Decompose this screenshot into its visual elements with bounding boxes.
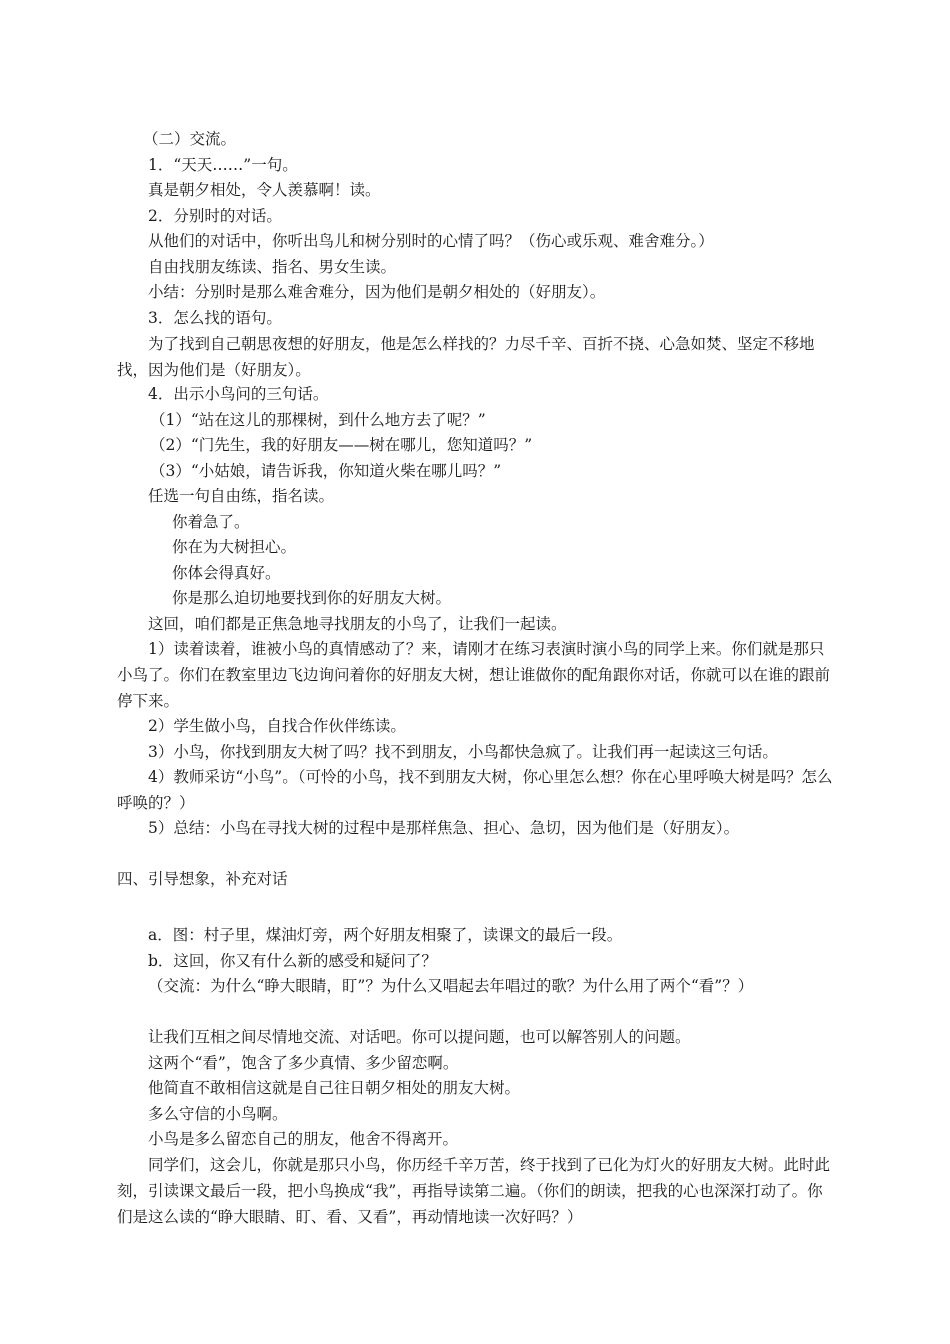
- paragraph: （交流：为什么“睁大眼睛，盯”？为什么又唱起去年唱过的歌？为什么用了两个“看”？）: [148, 977, 754, 995]
- text-line: 你是那么迫切地要找到你的好朋友大树。: [172, 589, 452, 607]
- text-line: 你在为大树担心。: [172, 538, 297, 556]
- text-line: 小结：分别时是那么难舍难分，因为他们是朝夕相处的（好朋友）。: [148, 283, 606, 301]
- section-heading: 四、引导想象，补充对话: [117, 870, 288, 888]
- text-line: 你体会得真好。: [172, 564, 281, 582]
- text-line: 任选一句自由练，指名读。: [148, 487, 335, 505]
- text-line: 5）总结：小鸟在寻找大树的过程中是那样焦急、担心、急切，因为他们是（好朋友）。: [148, 819, 740, 837]
- text-line: 自由找朋友练读、指名、男女生读。: [148, 258, 397, 276]
- text-line: 让我们互相之间尽情地交流、对话吧。你可以提问题，也可以解答别人的问题。: [148, 1028, 691, 1046]
- list-item: 2．分别时的对话。: [148, 207, 282, 225]
- list-item: 3．怎么找的语句。: [148, 309, 282, 327]
- paragraph: 为了找到自己朝思夜想的好朋友，他是怎么样找的？力尽千辛、百折不挠、心急如焚、坚定不移地找，因为他们是（好朋友）。: [117, 335, 815, 379]
- text-line: 这回，咱们都是正焦急地寻找朋友的小鸟了，让我们一起读。: [148, 615, 567, 633]
- text-line: 多么守信的小鸟啊。: [148, 1105, 288, 1123]
- paragraph: 4）教师采访“小鸟”。（可怜的小鸟，找不到朋友大树，你心里怎么想？你在心里呼唤大树是吗？怎么呼唤的？）: [117, 768, 833, 812]
- list-item: 1．“天天……”一句。: [148, 156, 298, 174]
- text-line: 3）小鸟，你找到朋友大树了吗？找不到朋友，小鸟都快急疯了。让我们再一起读这三句话。: [148, 743, 778, 761]
- text-line: 2）学生做小鸟，自找合作伙伴练读。: [148, 717, 406, 735]
- section-subheading: （二）交流。: [143, 130, 237, 148]
- text-line: 这两个“看”，饱含了多少真情、多少留恋啊。: [148, 1054, 459, 1072]
- text-line: 你着急了。: [172, 513, 250, 531]
- list-item: 4．出示小鸟问的三句话。: [148, 385, 329, 403]
- quote-line: （1）“站在这儿的那棵树，到什么地方去了呢？”: [150, 411, 486, 429]
- quote-line: （2）“门先生，我的好朋友——树在哪儿，您知道吗？”: [150, 436, 533, 454]
- text-line: 真是朝夕相处，令人羡慕啊！读。: [148, 181, 381, 199]
- paragraph: 1）读着读着，谁被小鸟的真情感动了？来，请刚才在练习表演时演小鸟的同学上来。你们就是那只小鸟了。你们在教室里边飞边询问着你的好朋友大树，想让谁做你的配角跟你对话，你就可以在谁的跟前停下来。: [117, 640, 831, 710]
- text-line: b．这回，你又有什么新的感受和疑问了？: [148, 952, 437, 970]
- text-line: 他简直不敢相信这就是自己往日朝夕相处的朋友大树。: [148, 1079, 521, 1097]
- text-line: 小鸟是多么留恋自己的朋友，他舍不得离开。: [148, 1130, 459, 1148]
- paragraph: 同学们，这会儿，你就是那只小鸟，你历经千辛万苦，终于找到了已化为灯火的好朋友大树。此时此刻，引读课文最后一段，把小鸟换成“我”，再指导读第二遍。（你们的朗读，把我的心也深深打动了。你们是这么读的“睁大眼睛、盯、看、又看”，再动情地读一次好吗？）: [117, 1156, 831, 1226]
- text-line: a．图：村子里，煤油灯旁，两个好朋友相聚了，读课文的最后一段。: [148, 926, 623, 944]
- quote-line: （3）“小姑娘，请告诉我，你知道火柴在哪儿吗？”: [150, 462, 502, 480]
- text-line: 从他们的对话中，你听出鸟儿和树分别时的心情了吗？（伤心或乐观、难舍难分。）: [148, 232, 714, 250]
